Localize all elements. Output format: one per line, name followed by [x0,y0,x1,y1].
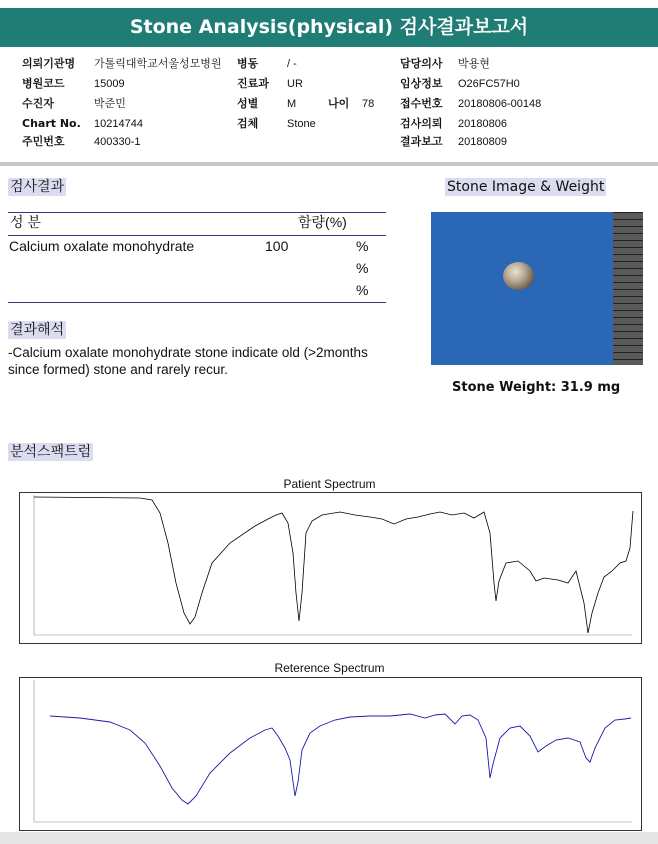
info-ward [237,57,297,71]
result-amount: 100 [265,238,289,254]
info-test-request-date [400,117,507,131]
info-label: 주민번호 [22,135,65,148]
info-label: 나이 [328,97,350,110]
header-divider [0,162,658,166]
info-value: M [287,98,297,110]
info-patient-name [22,97,126,111]
reference-spectrum-plot [19,677,642,831]
info-value: 78 [362,98,375,110]
info-requesting-institution [22,57,222,71]
info-department [237,77,303,91]
col-header-component: 성 분 [10,214,41,230]
info-label: 결과보고 [400,135,443,148]
info-value: 20180809 [458,136,507,148]
info-label: 의뢰기관명 [22,57,76,70]
info-value: O26FC57H0 [458,78,520,90]
info-value: Stone [287,118,316,130]
info-label: 검사의뢰 [400,117,443,130]
stone-specimen [503,262,534,290]
patient-spectrum-svg [20,493,641,643]
info-label: 병동 [237,57,259,70]
report-title: Stone Analysis(physical) 검사결과보고서 [0,8,658,47]
info-clinical-info [400,77,520,91]
info-value: UR [287,78,303,90]
info-label: 담당의사 [400,57,443,70]
info-value: 400330-1 [94,136,141,148]
info-value: 가톨릭대학교서울성모병원 [94,58,222,70]
results-section-title: 검사결과 [10,179,65,195]
info-value: / - [287,58,297,70]
info-value: 박용현 [458,58,490,70]
info-value: 20180806-00148 [458,98,542,110]
info-label: 병원코드 [22,77,65,90]
info-hospital-code [22,77,125,91]
measurement-ruler [613,212,643,365]
interpretation-section-title: 결과해석 [10,322,65,338]
info-label: 접수번호 [400,97,443,110]
info-value: 15009 [94,78,125,90]
info-age [328,97,374,111]
info-value: 10214744 [94,118,143,130]
result-unit: % [356,282,369,298]
info-specimen [237,117,316,131]
info-label: 성별 [237,97,259,110]
info-label: 진료과 [237,77,269,90]
results-top-rule [8,212,386,213]
result-unit: % [356,238,369,254]
reference-spectrum-title: Reterence Spectrum [274,661,385,675]
info-label: 수진자 [22,97,54,110]
bottom-bar [0,832,658,844]
reference-spectrum-line [50,714,631,804]
info-label: 임상정보 [400,77,443,90]
patient-spectrum-plot [19,492,642,644]
stone-image-section-title: Stone Image & Weight [447,179,605,195]
info-chart-no [22,117,143,131]
stone-photo [431,212,643,365]
info-label: 검체 [237,117,259,130]
interpretation-text-line2: since formed) stone and rarely recur. [8,362,228,377]
result-component: Calcium oxalate monohydrate [9,238,195,254]
info-value: 박준민 [94,98,126,110]
info-report-date [400,135,507,149]
interpretation-text-line1: -Calcium oxalate monohydrate stone indicate old (>2months [8,345,368,360]
result-unit: % [356,260,369,276]
stone-weight: Stone Weight: 31.9 mg [452,380,621,395]
patient-spectrum-line [34,497,633,633]
info-resident-no [22,135,141,149]
info-value: 20180806 [458,118,507,130]
col-header-content: 함량(%) [298,214,347,230]
info-label: Chart No. [22,117,81,130]
info-sex [237,97,296,111]
reference-spectrum-svg [20,678,641,830]
patient-spectrum-title: Patient Spectrum [283,477,376,491]
results-bottom-rule [8,302,386,303]
spectrum-section-title: 분석스팩트럼 [10,444,92,460]
info-receipt-no [400,97,541,111]
results-header-rule [8,235,386,236]
info-physician [400,57,490,71]
